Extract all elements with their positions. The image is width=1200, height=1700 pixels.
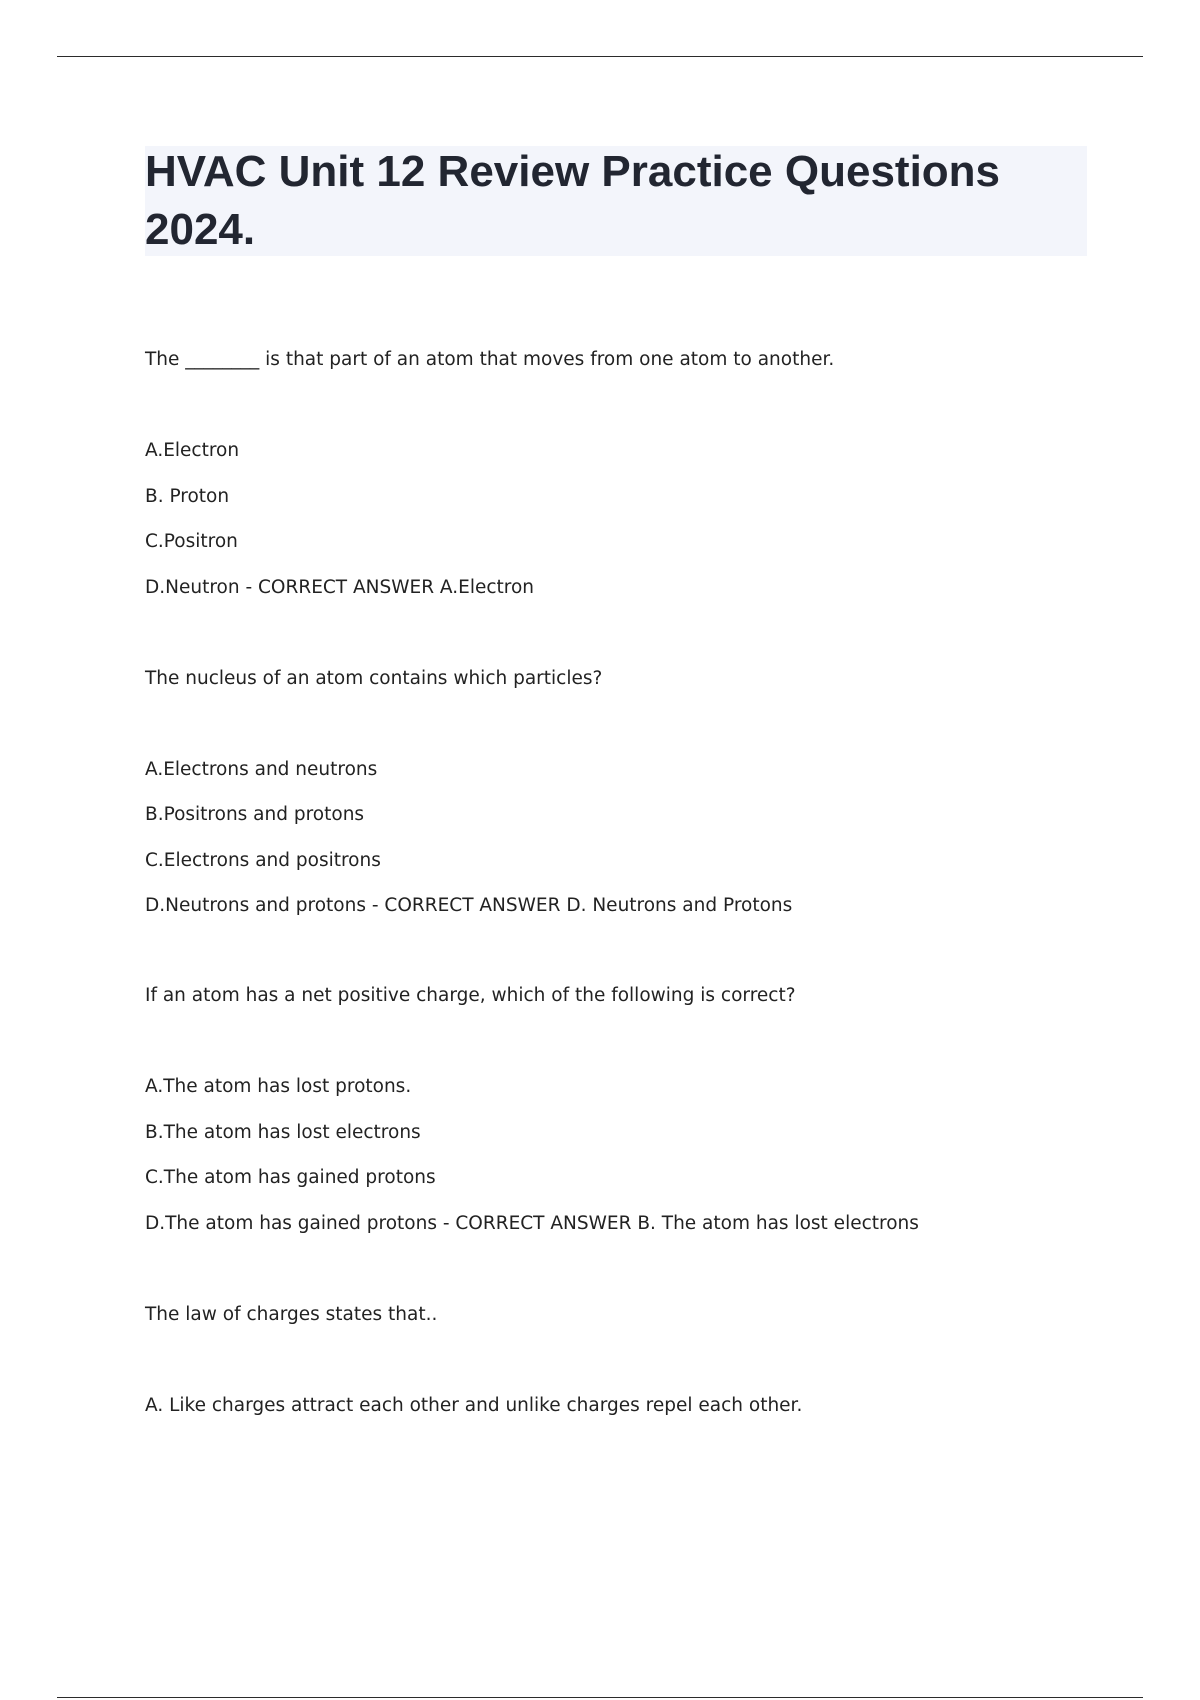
question-2-option-a: A.Electrons and neutrons [145,759,378,780]
question-3-option-b: B.The atom has lost electrons [145,1122,421,1143]
question-1-option-d: D.Neutron - CORRECT ANSWER A.Electron [145,577,535,598]
top-rule [57,56,1143,57]
question-4-prompt: The law of charges states that.. [145,1304,438,1325]
question-4-option-a: A. Like charges attract each other and unlike charges repel each other. [145,1395,803,1416]
question-1-prompt: The ________ is that part of an atom that moves from one atom to another. [145,349,835,370]
question-3-option-a: A.The atom has lost protons. [145,1076,412,1097]
question-1-option-a: A.Electron [145,440,240,461]
question-2-option-c: C.Electrons and positrons [145,850,381,871]
question-3-option-c: C.The atom has gained protons [145,1167,436,1188]
question-2-option-d: D.Neutrons and protons - CORRECT ANSWER D. Neutrons and Protons [145,895,793,916]
question-2-option-b: B.Positrons and protons [145,804,365,825]
question-3-option-d: D.The atom has gained protons - CORRECT ANSWER B. The atom has lost electrons [145,1213,919,1234]
bottom-rule [57,1697,1143,1698]
question-2-prompt: The nucleus of an atom contains which particles? [145,668,603,689]
question-1-option-b: B. Proton [145,486,230,507]
page-title: HVAC Unit 12 Review Practice Questions 2024. [145,147,1001,254]
question-1-option-c: C.Positron [145,531,238,552]
question-3-prompt: If an atom has a net positive charge, which of the following is correct? [145,985,796,1006]
